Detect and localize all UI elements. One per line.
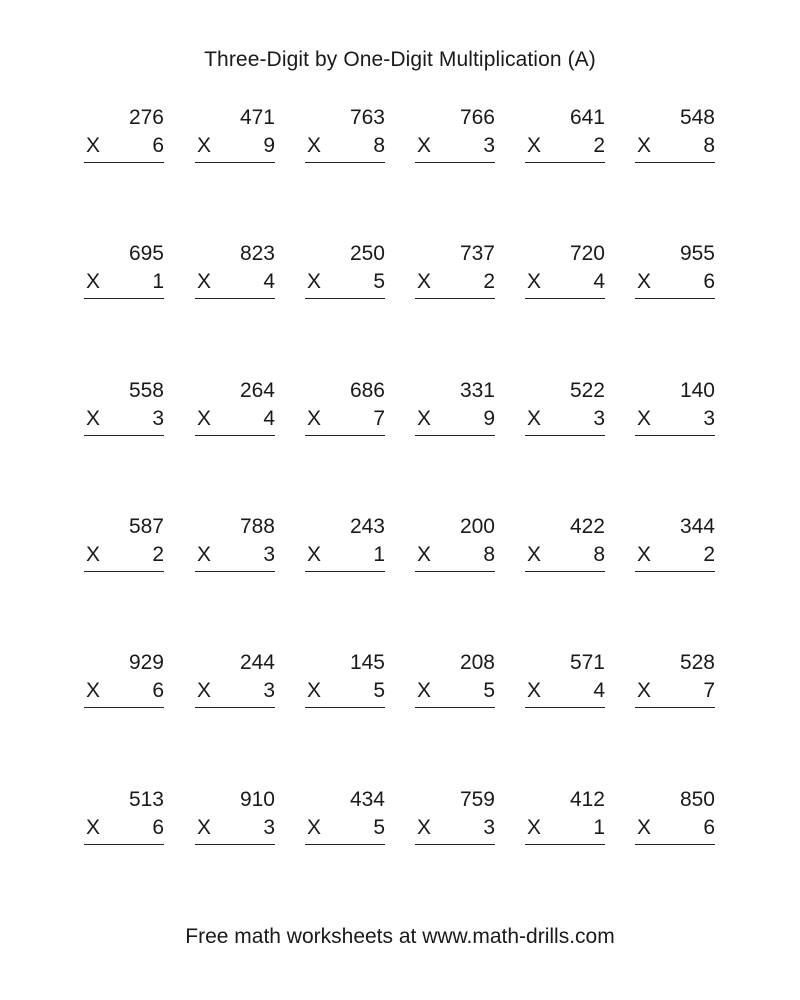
multiplier: 4: [593, 270, 605, 293]
multiplier: 9: [483, 407, 495, 430]
multiplicand: 250: [349, 242, 385, 265]
multiplicand: 243: [349, 515, 385, 538]
answer-line: [305, 571, 385, 572]
multiply-sign: X: [637, 679, 652, 702]
answer-line: [525, 298, 605, 299]
multiplicand: 571: [569, 651, 605, 674]
multiplier: 2: [483, 270, 495, 293]
multiply-sign: X: [527, 816, 542, 839]
multiplicand: 910: [239, 788, 275, 811]
problem-r1-c1: [84, 105, 164, 165]
answer-line: [525, 571, 605, 572]
problem-r4-c2: [195, 514, 275, 574]
multiply-sign: X: [307, 543, 322, 566]
multiply-sign: X: [86, 407, 101, 430]
answer-line: [84, 707, 164, 708]
multiplicand: 513: [128, 788, 164, 811]
problem-r4-c1: [84, 514, 164, 574]
multiplicand: 264: [239, 379, 275, 402]
multiplier: 4: [263, 270, 275, 293]
multiplicand: 344: [679, 515, 715, 538]
problem-r2-c1: [84, 241, 164, 301]
problem-r3-c4: [415, 378, 495, 438]
multiplicand: 522: [569, 379, 605, 402]
multiplicand: 276: [128, 106, 164, 129]
answer-line: [415, 298, 495, 299]
multiplier: 7: [373, 407, 385, 430]
multiply-sign: X: [637, 816, 652, 839]
answer-line: [305, 844, 385, 845]
problem-r1-c2: [195, 105, 275, 165]
multiply-sign: X: [197, 543, 212, 566]
problem-r2-c4: [415, 241, 495, 301]
answer-line: [635, 707, 715, 708]
multiply-sign: X: [527, 407, 542, 430]
multiply-sign: X: [527, 270, 542, 293]
multiplicand: 823: [239, 242, 275, 265]
answer-line: [415, 162, 495, 163]
multiplier: 1: [593, 816, 605, 839]
multiply-sign: X: [307, 679, 322, 702]
problem-r2-c5: [525, 241, 605, 301]
multiply-sign: X: [86, 134, 101, 157]
multiplicand: 244: [239, 651, 275, 674]
multiplier: 6: [152, 679, 164, 702]
multiplicand: 766: [459, 106, 495, 129]
multiplicand: 695: [128, 242, 164, 265]
multiplicand: 434: [349, 788, 385, 811]
multiplier: 7: [703, 679, 715, 702]
problem-r3-c6: [635, 378, 715, 438]
answer-line: [195, 844, 275, 845]
problem-r5-c4: [415, 650, 495, 710]
answer-line: [195, 435, 275, 436]
answer-line: [415, 844, 495, 845]
problem-r4-c6: [635, 514, 715, 574]
multiply-sign: X: [307, 134, 322, 157]
answer-line: [305, 435, 385, 436]
multiplier: 3: [263, 543, 275, 566]
multiplicand: 528: [679, 651, 715, 674]
answer-line: [84, 298, 164, 299]
multiplicand: 929: [128, 651, 164, 674]
answer-line: [305, 298, 385, 299]
answer-line: [415, 435, 495, 436]
multiplicand: 763: [349, 106, 385, 129]
answer-line: [635, 435, 715, 436]
answer-line: [84, 162, 164, 163]
answer-line: [415, 571, 495, 572]
answer-line: [525, 162, 605, 163]
problem-r4-c3: [305, 514, 385, 574]
multiply-sign: X: [197, 679, 212, 702]
multiplier: 8: [483, 543, 495, 566]
multiplicand: 737: [459, 242, 495, 265]
footer-credit: Free math worksheets at www.math-drills.com: [185, 925, 615, 948]
multiplier: 4: [263, 407, 275, 430]
multiply-sign: X: [527, 134, 542, 157]
multiply-sign: X: [637, 543, 652, 566]
problem-r5-c5: [525, 650, 605, 710]
problem-r6-c2: [195, 787, 275, 847]
multiply-sign: X: [417, 816, 432, 839]
multiply-sign: X: [86, 679, 101, 702]
problem-r6-c4: [415, 787, 495, 847]
multiply-sign: X: [417, 679, 432, 702]
multiplier: 3: [263, 679, 275, 702]
multiplicand: 641: [569, 106, 605, 129]
answer-line: [525, 844, 605, 845]
multiplier: 1: [373, 543, 385, 566]
multiplier: 2: [152, 543, 164, 566]
problem-r3-c2: [195, 378, 275, 438]
multiply-sign: X: [86, 543, 101, 566]
multiplier: 5: [373, 270, 385, 293]
multiplicand: 471: [239, 106, 275, 129]
multiplicand: 850: [679, 788, 715, 811]
multiplier: 5: [373, 816, 385, 839]
multiply-sign: X: [307, 407, 322, 430]
multiply-sign: X: [637, 134, 652, 157]
answer-line: [525, 435, 605, 436]
answer-line: [525, 707, 605, 708]
multiplicand: 200: [459, 515, 495, 538]
problem-r4-c5: [525, 514, 605, 574]
problem-r1-c5: [525, 105, 605, 165]
multiply-sign: X: [527, 679, 542, 702]
multiplier: 8: [703, 134, 715, 157]
problem-r5-c1: [84, 650, 164, 710]
answer-line: [195, 707, 275, 708]
problem-r5-c2: [195, 650, 275, 710]
problem-r3-c1: [84, 378, 164, 438]
answer-line: [195, 162, 275, 163]
answer-line: [415, 707, 495, 708]
multiplier: 6: [152, 134, 164, 157]
multiplier: 5: [373, 679, 385, 702]
problem-r6-c6: [635, 787, 715, 847]
multiply-sign: X: [527, 543, 542, 566]
answer-line: [635, 298, 715, 299]
answer-line: [635, 844, 715, 845]
answer-line: [195, 571, 275, 572]
multiplier: 3: [703, 407, 715, 430]
multiply-sign: X: [307, 816, 322, 839]
multiplicand: 558: [128, 379, 164, 402]
multiply-sign: X: [86, 816, 101, 839]
multiplier: 2: [593, 134, 605, 157]
multiplicand: 422: [569, 515, 605, 538]
problem-r6-c5: [525, 787, 605, 847]
answer-line: [635, 571, 715, 572]
multiplier: 1: [152, 270, 164, 293]
problem-r1-c4: [415, 105, 495, 165]
multiplier: 9: [263, 134, 275, 157]
worksheet-title: Three-Digit by One-Digit Multiplication (A): [204, 48, 596, 71]
problem-r2-c2: [195, 241, 275, 301]
answer-line: [305, 162, 385, 163]
problem-r3-c5: [525, 378, 605, 438]
problem-r3-c3: [305, 378, 385, 438]
multiplier: 6: [703, 816, 715, 839]
problem-r2-c3: [305, 241, 385, 301]
multiply-sign: X: [197, 134, 212, 157]
problem-r1-c3: [305, 105, 385, 165]
multiplier: 3: [483, 134, 495, 157]
multiply-sign: X: [417, 270, 432, 293]
multiply-sign: X: [417, 407, 432, 430]
answer-line: [195, 298, 275, 299]
multiply-sign: X: [637, 407, 652, 430]
multiply-sign: X: [197, 816, 212, 839]
multiplicand: 759: [459, 788, 495, 811]
multiplier: 8: [593, 543, 605, 566]
answer-line: [84, 844, 164, 845]
multiply-sign: X: [197, 270, 212, 293]
multiplicand: 331: [459, 379, 495, 402]
answer-line: [84, 435, 164, 436]
multiplicand: 686: [349, 379, 385, 402]
multiplicand: 720: [569, 242, 605, 265]
problem-r5-c6: [635, 650, 715, 710]
multiply-sign: X: [86, 270, 101, 293]
multiplicand: 140: [679, 379, 715, 402]
multiplicand: 788: [239, 515, 275, 538]
multiply-sign: X: [197, 407, 212, 430]
multiplier: 3: [593, 407, 605, 430]
problem-r5-c3: [305, 650, 385, 710]
multiplier: 6: [703, 270, 715, 293]
multiplicand: 587: [128, 515, 164, 538]
multiply-sign: X: [307, 270, 322, 293]
multiplicand: 208: [459, 651, 495, 674]
answer-line: [635, 162, 715, 163]
problem-r4-c4: [415, 514, 495, 574]
multiplier: 3: [263, 816, 275, 839]
multiplier: 3: [483, 816, 495, 839]
problem-r2-c6: [635, 241, 715, 301]
problem-r1-c6: [635, 105, 715, 165]
multiplier: 5: [483, 679, 495, 702]
multiplier: 6: [152, 816, 164, 839]
multiplicand: 548: [679, 106, 715, 129]
multiplicand: 145: [349, 651, 385, 674]
problem-r6-c1: [84, 787, 164, 847]
problem-r6-c3: [305, 787, 385, 847]
multiplier: 4: [593, 679, 605, 702]
answer-line: [84, 571, 164, 572]
multiplicand: 412: [569, 788, 605, 811]
multiply-sign: X: [417, 134, 432, 157]
answer-line: [305, 707, 385, 708]
multiplier: 2: [703, 543, 715, 566]
multiplier: 3: [152, 407, 164, 430]
multiplier: 8: [373, 134, 385, 157]
multiply-sign: X: [417, 543, 432, 566]
multiplicand: 955: [679, 242, 715, 265]
multiply-sign: X: [637, 270, 652, 293]
